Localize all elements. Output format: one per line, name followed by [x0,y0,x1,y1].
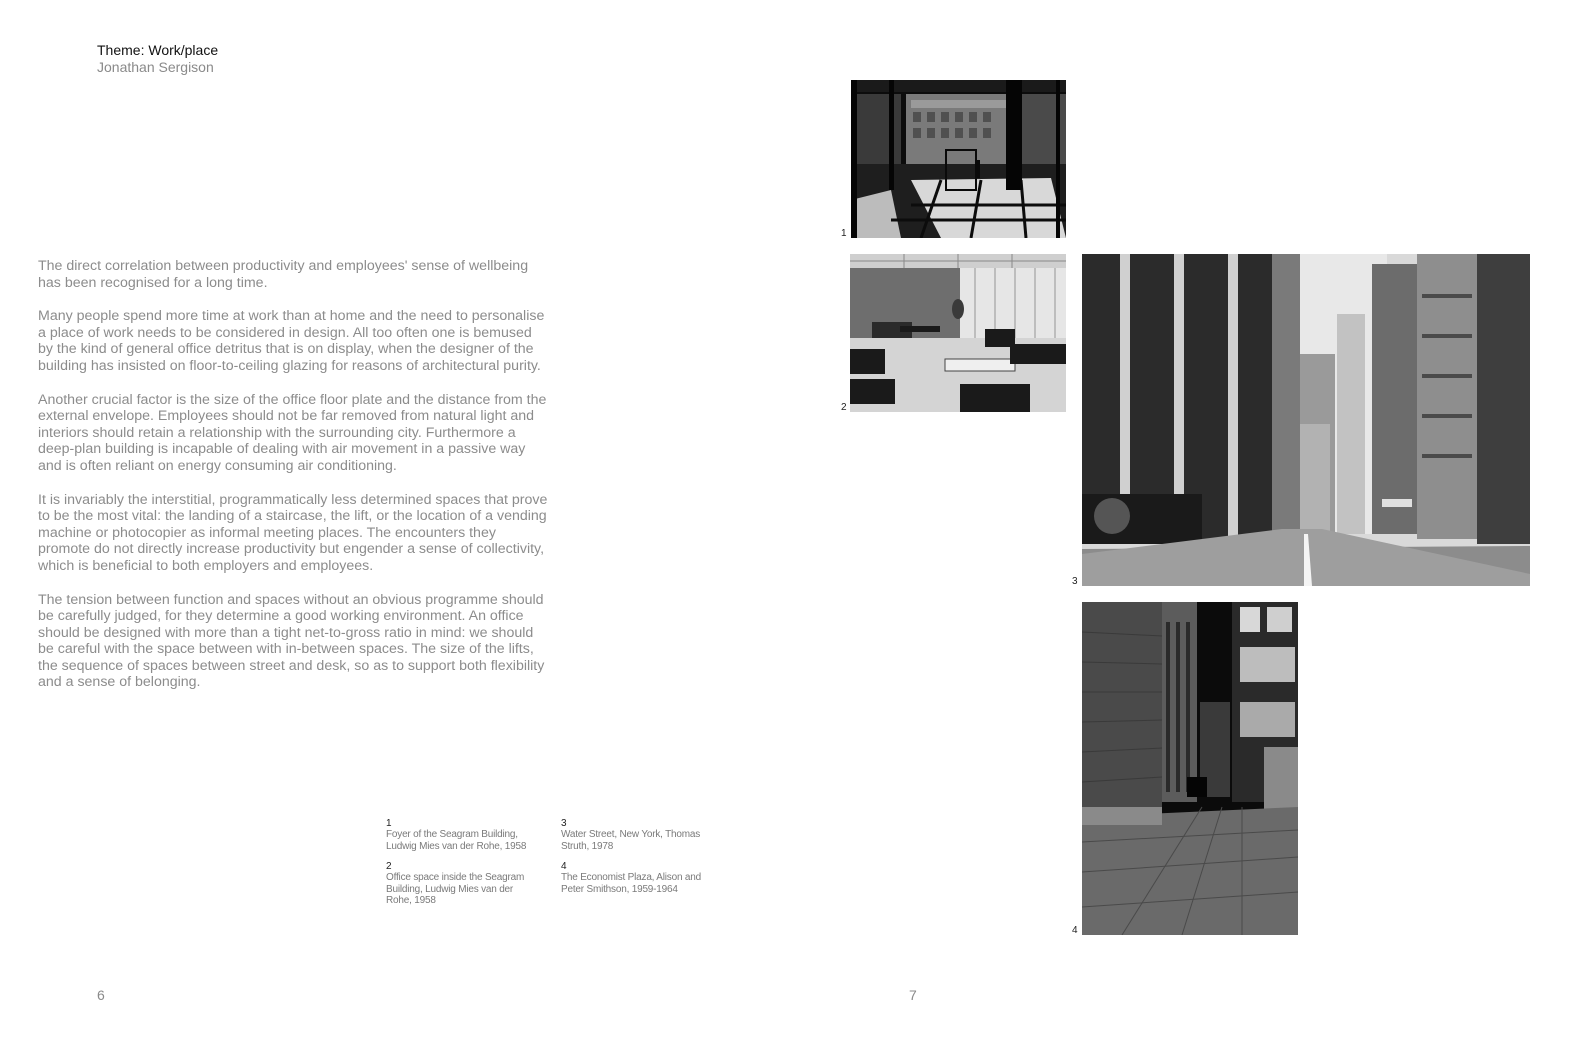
water-street-photo [1082,254,1530,586]
essay-body [38,258,548,708]
caption-1 [386,818,546,852]
author-name: Jonathan Sergison [97,59,214,75]
caption-text: The Economist Plaza, Alison and Peter Smithson, 1959-1964 [561,872,701,895]
paragraph: It is invariably the interstitial, programmatically less determined spaces that prove to be the most vital: the landing of a staircase, the lift, or the location of a vending machine or photocopier as informal meeting places. The encounters they promote do not directly increase productivity but engender a sense of collectivity, which is beneficial to both employers and employees. [38,491,548,574]
caption-text: Office space inside the Seagram Building, Ludwig Mies van der Rohe, 1958 [386,872,525,907]
page-number-left: 6 [97,987,105,1003]
caption-number: 1 [386,818,392,829]
paragraph: Many people spend more time at work than at home and the need to personalise a place of work needs to be considered in design. All too often one is bemused by the kind of general office detritus that is on display, when the designer of the building has insisted on floor-to-ceiling glazing for reasons of architectural purity. [38,308,545,374]
caption-4 [561,861,716,895]
caption-number: 4 [561,861,567,872]
seagram-office-photo [850,254,1066,412]
theme-title: Theme: Work/place [97,42,219,58]
page-number-right: 7 [909,987,917,1003]
figure-number-1: 1 [841,228,847,239]
caption-text: Water Street, New York, Thomas Struth, 1978 [561,829,701,852]
seagram-foyer-photo [851,80,1066,238]
caption-number: 2 [386,861,392,872]
paragraph: Another crucial factor is the size of the office floor plate and the distance from the external envelope. Employees should not be far removed from natural light and interiors should retain a relationship with the surrounding city. Furthermore a deep-plan building is incapable of dealing with air movement in a passive way and is often reliant on energy consuming air conditioning. [38,391,547,474]
figure-number-4: 4 [1072,925,1078,936]
economist-plaza-photo [1082,602,1298,935]
figure-number-2: 2 [841,402,847,413]
paragraph: The direct correlation between productivity and employees' sense of wellbeing has been recognised for a long time. [38,258,529,291]
caption-text: Foyer of the Seagram Building, Ludwig Mies van der Rohe, 1958 [386,829,527,852]
caption-number: 3 [561,818,567,829]
caption-2 [386,861,541,907]
paragraph: The tension between function and spaces without an obvious programme should be carefully judged, for they determine a good working environment. An office should be designed with more than a tight net-to-gross ratio in mind: we should be careful with the space between with in-between spaces. The size of the lifts, the sequence of spaces between street and desk, so as to support both flexibility and a sense of belonging. [38,591,545,691]
caption-3 [561,818,711,852]
figure-number-3: 3 [1072,576,1078,587]
